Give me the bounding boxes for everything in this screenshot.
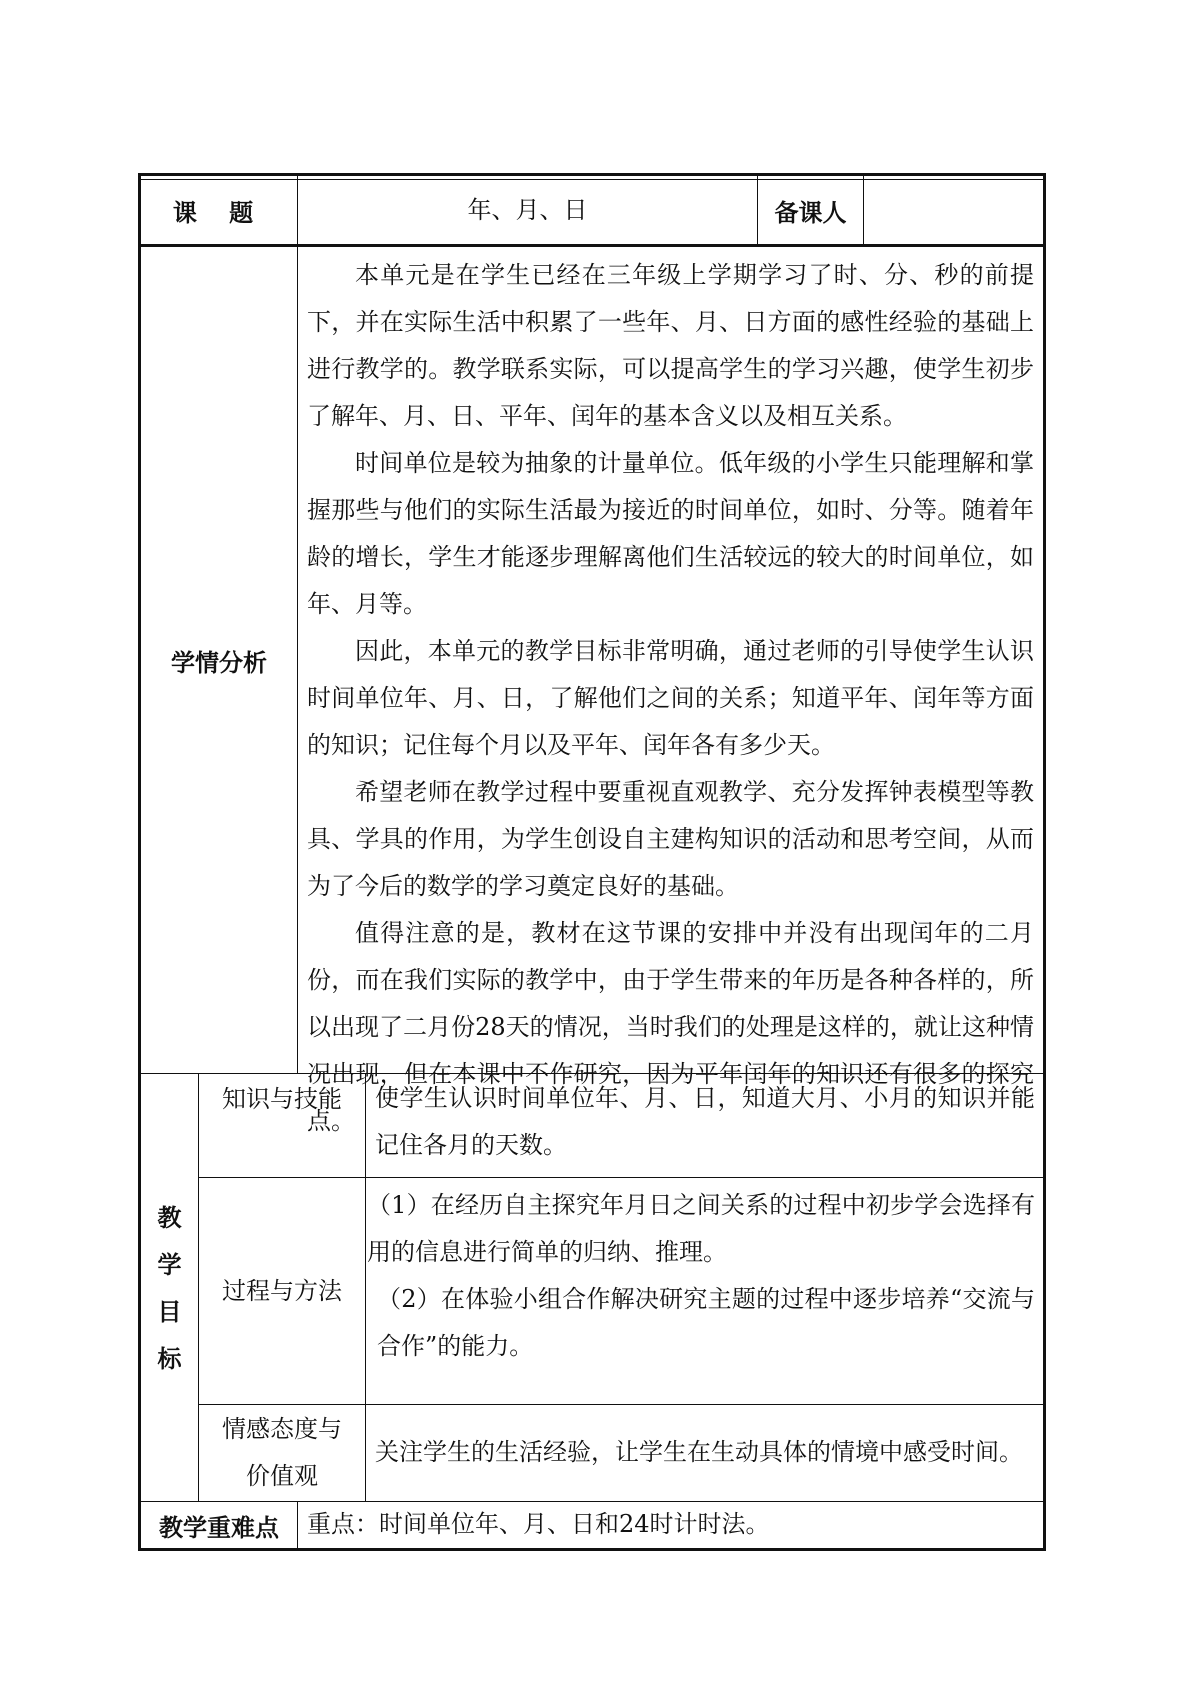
analysis-paragraph-1: 本单元是在学生已经在三年级上学期学习了时、分、秒的前提下，并在实际生活中积累了一些年、月、日方面的感性经验的基础上进行教学的。教学联系实际，可以提高学生的学习兴趣，使学生初步了解年、月、日、平年、闰年的基本含义以及相互关系。 bbox=[307, 261, 1034, 430]
knowledge-text: 使学生认识时间单位年、月、日，知道大月、小月的知识并能记住各月的天数。 bbox=[375, 1084, 1035, 1159]
goals-label-char-3: 目 bbox=[157, 1296, 182, 1326]
keypoints-label: 教学重难点 bbox=[159, 1512, 279, 1542]
knowledge-label: 知识与技能 bbox=[222, 1085, 342, 1113]
analysis-paragraph-3: 因此，本单元的教学目标非常明确，通过老师的引导使学生认识时间单位年、月、日，了解他们之间的关系；知道平年、闰年等方面的知识；记住每个月以及平年、闰年各有多少天。 bbox=[307, 637, 1034, 759]
topic-value: 年、月、日 bbox=[467, 195, 588, 224]
analysis-paragraph-5: 值得注意的是，教材在这节课的安排中并没有出现闰年的二月份，而在我们实际的教学中，由于学生带来的年历是各种各样的，所以出现了二月份28天的情况，当时我们的处理是这样的，就让这种情况出现，但在本课中不作研究，因为平年闰年的知识还有很多的探究点。 bbox=[307, 919, 1034, 1135]
goals-label-char-1: 教 bbox=[157, 1202, 182, 1232]
goals-label-char-2: 学 bbox=[157, 1249, 182, 1279]
process-content bbox=[367, 1182, 1035, 1370]
knowledge-content bbox=[375, 1075, 1035, 1169]
preparer-label: 备课人 bbox=[774, 197, 847, 227]
goals-label-char-4: 标 bbox=[157, 1343, 182, 1373]
label-col-divider bbox=[297, 176, 298, 1073]
keypoints-col-divider bbox=[297, 1501, 298, 1551]
keypoints-content bbox=[307, 1501, 1034, 1548]
topic-label: 课 题 bbox=[172, 197, 266, 227]
goals-label bbox=[141, 1074, 198, 1501]
analysis-paragraph-4: 希望老师在教学过程中要重视直观教学、充分发挥钟表模型等教具、学具的作用，为学生创设自主建构知识的活动和思考空间，从而为了今后的数学的学习奠定良好的基础。 bbox=[307, 778, 1034, 900]
emotion-content bbox=[375, 1429, 1035, 1476]
process-item-2: （2）在体验小组合作解决研究主题的过程中逐步培养“交流与合作”的能力。 bbox=[377, 1285, 1035, 1360]
emotion-label: 情感态度与价值观 bbox=[222, 1415, 342, 1490]
analysis-content bbox=[307, 252, 1034, 1145]
process-label: 过程与方法 bbox=[222, 1276, 342, 1305]
keypoints-text: 重点：时间单位年、月、日和24时计时法。 bbox=[307, 1510, 770, 1538]
lesson-plan-table bbox=[138, 173, 1046, 1551]
analysis-paragraph-2: 时间单位是较为抽象的计量单位。低年级的小学生只能理解和掌握那些与他们的实际生活最为接近的时间单位，如时、分等。随着年龄的增长，学生才能逐步理解离他们生活较远的较大的时间单位，如年、月等。 bbox=[307, 449, 1034, 618]
emotion-text: 关注学生的生活经验，让学生在生动具体的情境中感受时间。 bbox=[375, 1438, 1023, 1466]
preparer-value bbox=[864, 176, 1043, 244]
analysis-label: 学情分析 bbox=[171, 647, 267, 677]
process-item-1: （1）在经历自主探究年月日之间关系的过程中初步学会选择有用的信息进行简单的归纳、推理。 bbox=[367, 1191, 1035, 1266]
